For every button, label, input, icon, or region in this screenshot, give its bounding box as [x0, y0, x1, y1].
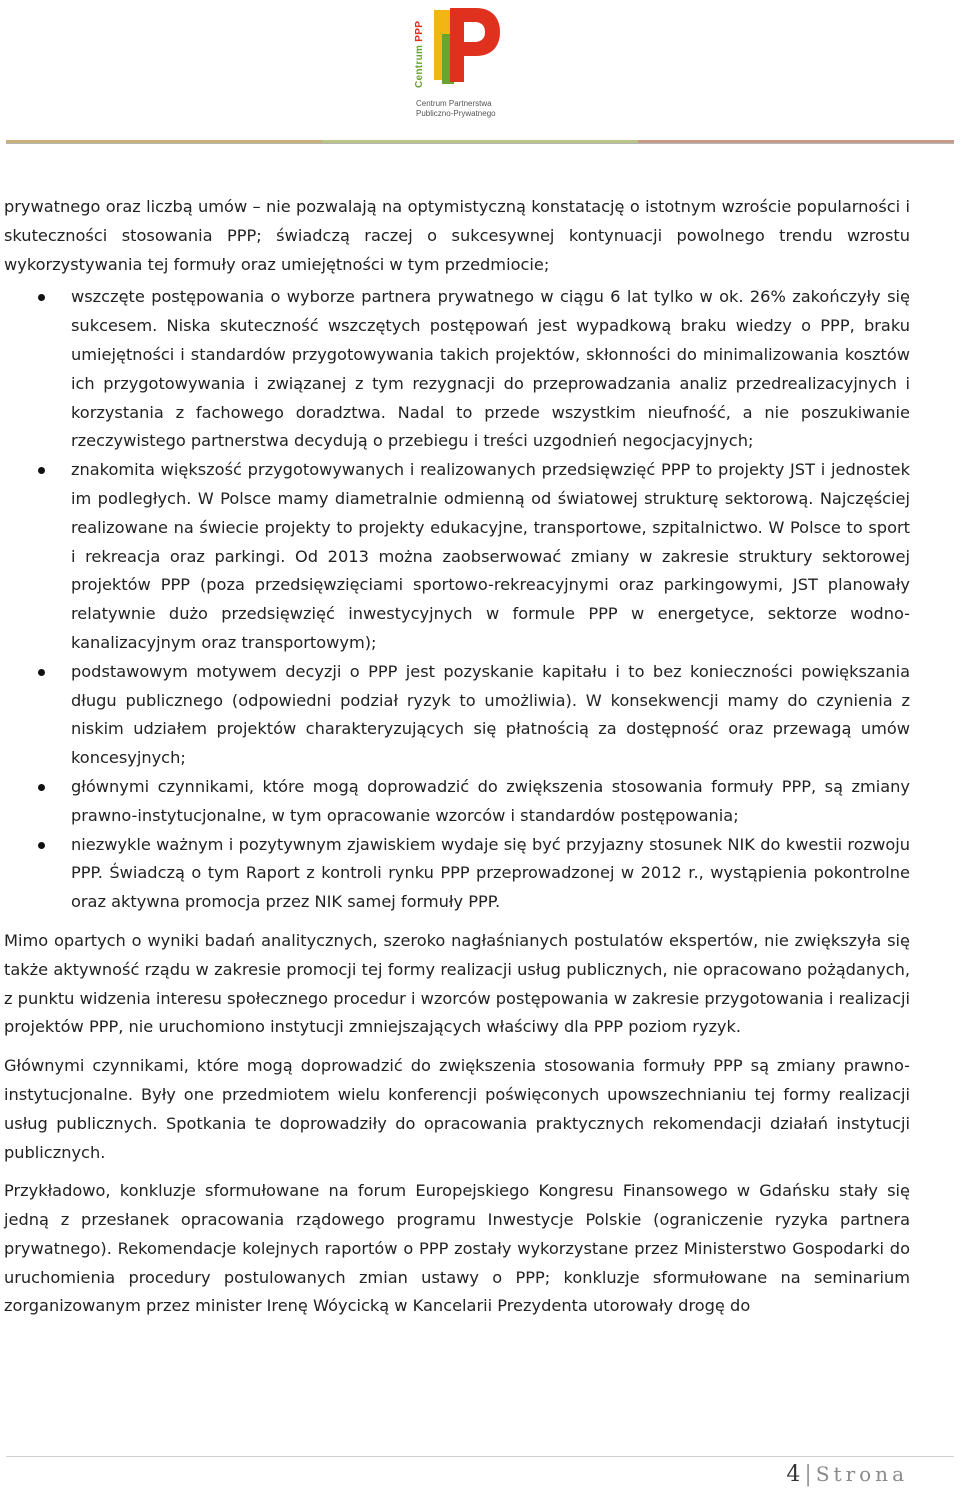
page-header	[0, 0, 960, 150]
document-body	[4, 193, 910, 1321]
bullet-item: głównymi czynnikami, które mogą doprowadzić do zwiększenia stosowania formuły PPP, są zmiany prawno-instytucjonalne, w tym opracowanie wzorców i standardów postępowania;	[4, 773, 910, 831]
bullet-item: niezwykle ważnym i pozytywnym zjawiskiem wydaje się być przyjazny stosunek NIK do kwestii rozwoju PPP. Świadczą o tym Raport z kontroli rynku PPP przeprowadzonej w 2012 r., wystąpienia pokontrolne oraz aktywna promocja przez NIK samej formuły PPP.	[4, 831, 910, 917]
rule-segment-2	[322, 140, 638, 143]
body-paragraph: Głównymi czynnikami, które mogą doprowadzić do zwiększenia stosowania formuły PPP są zmiany prawno-instytucjonalne. Były one przedmiotem wielu konferencji poświęconych upowszechnianiu tej formy realizacji usług publicznych. Spotkania te doprowadziły do opracowania praktycznych rekomendacji działań instytucji publicznych.	[4, 1056, 910, 1162]
body-paragraph: Mimo opartych o wyniki badań analitycznych, szeroko nagłaśnianych postulatów ekspertów, nie zwiększyła się także aktywność rządu w zakresie promocji tej formy realizacji usług publicznych, nie opracowano pożądanych, z punktu widzenia interesu społecznego procedur i wzorców postępowania w zakresie przygotowania i realizacji projektów PPP, nie uruchomiono instytucji zmniejszających właściwy dla PPP poziom ryzyk.	[4, 930, 910, 1037]
centrum-ppp-logo	[414, 4, 506, 124]
intro-paragraph: prywatnego oraz liczbą umów – nie pozwalają na optymistyczną konstatację o istotnym wzroście popularności i skuteczności stosowania PPP; świadczą raczej o sukcesywnej kontynuacji powolnego trendu wzrostu wykorzystywania tej formuły oraz umiejętności w tym przedmiocie;	[4, 197, 910, 274]
bullet-dot-icon	[38, 669, 45, 676]
page-word: Strona	[815, 1462, 908, 1486]
bullet-dot-icon	[38, 842, 45, 849]
footer-separator: |	[804, 1462, 812, 1487]
bullet-dot-icon	[38, 294, 45, 301]
body-paragraph: Przykładowo, konkluzje sformułowane na forum Europejskiego Kongresu Finansowego w Gdańsku stały się jedną z przesłanek opracowania rządowego programu Inwestycje Polskie (ograniczenie ryzyka partnera prywatnego). Rekomendacje kolejnych raportów o PPP zostały wykorzystane przez Ministerstwo Gospodarki do uruchomienia procedury postulowanych zmian ustawy o PPP; konkluzje sformułowane na seminarium zorganizowanym przez minister Irenę Wóycicką w Kancelarii Prezydenta utorowały drogę do	[4, 1181, 910, 1316]
rule-segment-1	[6, 140, 322, 143]
bullet-item: znakomita większość przygotowywanych i realizowanych przedsięwzięć PPP to projekty JST i jednostek im podległych. W Polsce mamy diametralnie odmienną od światowej strukturę sektorową. Najczęściej realizowane na świecie projekty to projekty edukacyjne, transportowe, szpitalnictwo. W Polsce to sport i rekreacja oraz parkingi. Od 2013 można zaobserwować zmiany w zakresie struktury sektorowej projektów PPP (poza przedsięwzięciami sportowo-rekreacyjnymi oraz parkingowymi, JST planowały relatywnie dużo przedsięwzięć inwestycyjnych w formule PPP w energetyce, sektorze wodno-kanalizacyjnym oraz transportowym);	[4, 456, 910, 658]
header-color-rule	[6, 140, 954, 144]
bullet-dot-icon	[38, 784, 45, 791]
rule-segment-3	[638, 140, 954, 143]
page-footer	[786, 1460, 908, 1489]
logo-p-mark	[432, 4, 502, 86]
bullet-item: wszczęte postępowania o wyborze partnera prywatnego w ciągu 6 lat tylko w ok. 26% zakończyły się sukcesem. Niska skuteczność wszczętych postępowań jest wypadkową braku wiedzy o PPP, braku umiejętności i standardów przygotowywania takich projektów, skłonności do minimalizowania kosztów ich przygotowywania i związanej z tym rezygnacji do przeprowadzania analiz przedrealizacyjnych i korzystania z fachowego doradztwa. Nadal to przede wszystkim nieufność, a nie poszukiwanie rzeczywistego partnerstwa decydują o przebiegu i treści uzgodnień negocjacyjnych;	[4, 283, 910, 456]
footer-rule	[6, 1456, 954, 1457]
page-number: 4	[786, 1462, 801, 1487]
logo-vertical-text: Centrum PPP	[414, 20, 425, 88]
logo-caption: Centrum Partnerstwa Publiczno-Prywatnego	[416, 99, 496, 118]
bullet-dot-icon	[38, 467, 45, 474]
bullet-item: podstawowym motywem decyzji o PPP jest pozyskanie kapitału i to bez konieczności powiększania długu publicznego (odpowiedni podział ryzyk to umożliwia). W konsekwencji mamy do czynienia z niskim udziałem projektów charakteryzujących się płatnością za dostępność oraz przewagą umów koncesyjnych;	[4, 658, 910, 773]
bullet-list	[4, 283, 910, 917]
